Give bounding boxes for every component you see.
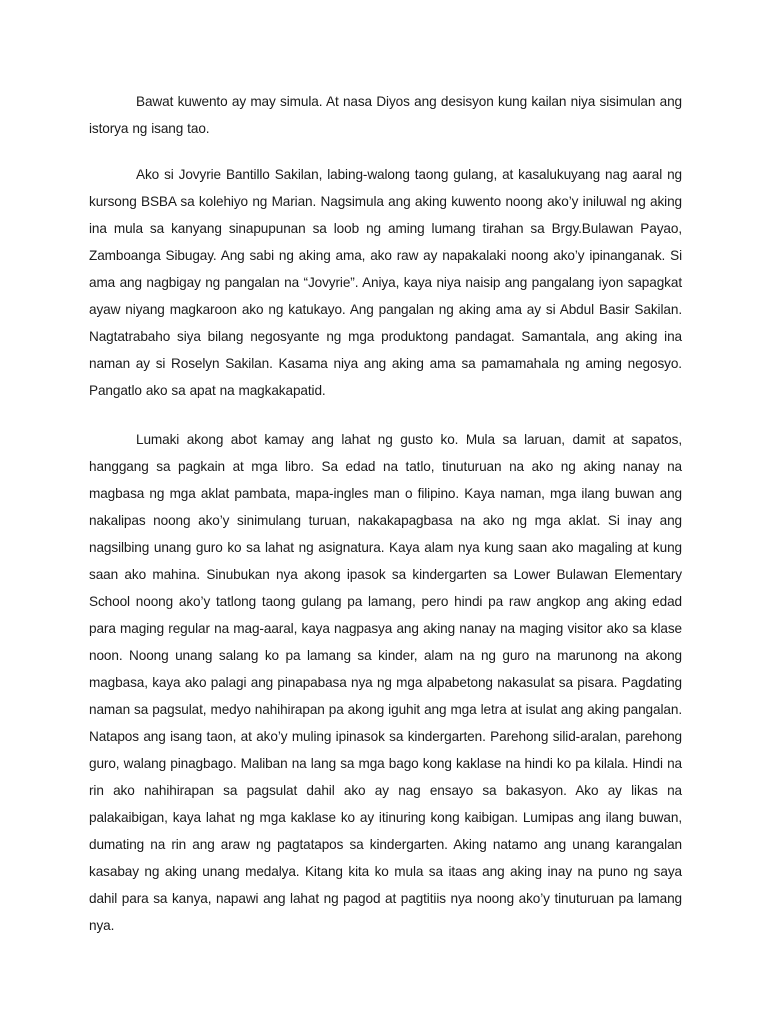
paragraph-intro: Bawat kuwento ay may simula. At nasa Diyos ang desisyon kung kailan niya sisimulan ang istorya ng isang tao. <box>89 94 682 136</box>
paragraph-family: Ako si Jovyrie Bantillo Sakilan, labing-walong taong gulang, at kasalukuyang nag aaral ng kursong BSBA sa kolehiyo ng Marian. Nagsimula ang aking kuwento noong ako’y iniluwal ng aking ina mula sa kanyang sinapupunan sa loob ng aming lumang tirahan sa Brgy.Bulawan Payao, Zamboanga Sibugay. Ang sabi ng aking ama, ako raw ay napakalaki noong ako’y ipinanganak. Si ama ang nagbigay ng pangalan na “Jovyrie”. Aniya, kaya niya naisip ang pangalang iyon sapagkat ayaw niyang magkaroon ako ng katukayo. Ang pangalan ng aking ama ay si Abdul Basir Sakilan. Nagtatrabaho siya bilang negosyante ng mga produktong pandagat. Samantala, ang aking ina naman ay si Roselyn Sakilan. Kasama niya ang aking ama sa pamamahala ng aming negosyo. Pangatlo ako sa apat na magkakapatid. <box>89 167 682 398</box>
paragraph-childhood: Lumaki akong abot kamay ang lahat ng gusto ko. Mula sa laruan, damit at sapatos, hanggang sa pagkain at mga libro. Sa edad na tatlo, tinuturuan na ako ng aking nanay na magbasa ng mga aklat pambata, mapa-ingles man o filipino. Kaya naman, mga ilang buwan ang nakalipas noong ako’y sinimulang turuan, nakakapagbasa na ako ng mga aklat. Si inay ang nagsilbing unang guro ko sa lahat ng asignatura. Kaya alam nya kung saan ako magaling at kung saan ako mahina. Sinubukan nya akong ipasok sa kindergarten sa Lower Bulawan Elementary School noong ako’y tatlong taong gulang pa lamang, pero hindi pa raw angkop ang aking edad para maging regular na mag-aaral, kaya nagpasya ang aking nanay na maging visitor ako sa klase noon. Noong unang salang ko pa lamang sa kinder, alam na ng guro na marunong na akong magbasa, kaya ako palagi ang pinapabasa nya ng mga alpabetong nakasulat sa pisara. Pagdating naman sa pagsulat, medyo nahihirapan pa akong iguhit ang mga letra at isulat ang aking pangalan. Natapos ang isang taon, at ako’y muling ipinasok sa kindergarten. Parehong silid-aralan, parehong guro, walang pinagbago. Maliban na lang sa mga bago kong kaklase na hindi ko pa kilala. Hindi na rin ako nahihirapan sa pagsulat dahil ako ay nag ensayo sa bakasyon. Ako ay likas na palakaibigan, kaya lahat ng mga kaklase ko ay itinuring kong kaibigan. Lumipas ang ilang buwan, dumating na rin ang araw ng pagtatapos sa kindergarten. Aking natamo ang unang karangalan kasabay ng aking unang medalya. Kitang kita ko mula sa itaas ang aking inay na puno ng saya dahil para sa kanya, napawi ang lahat ng pagod at pagtitiis nya noong ako’y tinuturuan pa lamang nya. <box>89 432 682 933</box>
